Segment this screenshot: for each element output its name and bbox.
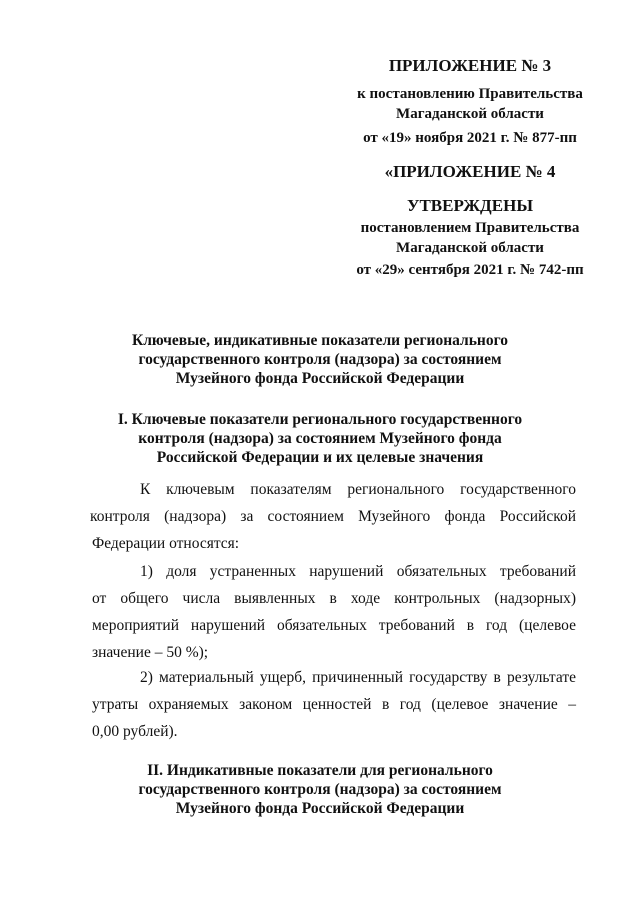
decree-reference-line-1: к постановлению Правительства [357, 86, 583, 102]
paragraph-indicator-1-line-3: мероприятий нарушений обязательных требований в год (целевое [92, 617, 576, 634]
paragraph-indicator-1-line-4: значение – 50 %); [92, 644, 209, 661]
appendix-4-heading: «ПРИЛОЖЕНИЕ № 4 [384, 162, 556, 181]
paragraph-indicator-2-line-1: 2) материальный ущерб, причиненный государству в результате [140, 669, 576, 686]
decree-date-2: от «29» сентября 2021 г. № 742-пп [356, 262, 584, 278]
document-title [70, 331, 570, 388]
section-1-heading-line-2: контроля (надзора) за состоянием Музейного фонда [138, 430, 502, 447]
decree-reference-line-2: Магаданской области [396, 106, 544, 122]
paragraph-intro-line-3: Федерации относятся: [92, 535, 240, 552]
section-2-heading-line-3: Музейного фонда Российской Федерации [175, 800, 465, 817]
paragraph-intro-line-2: контроля (надзора) за состоянием Музейного фонда Российской [90, 508, 576, 525]
paragraph-intro [92, 476, 576, 557]
decree-reference [320, 84, 620, 124]
section-2-heading-line-2: государственного контроля (надзора) за состоянием [138, 781, 502, 798]
paragraph-indicator-2 [92, 664, 576, 745]
approving-decree [320, 218, 620, 258]
document-title-line-1: Ключевые, индикативные показатели регионального [131, 332, 508, 349]
paragraph-indicator-2-line-3: 0,00 рублей). [92, 723, 178, 740]
section-2-heading [70, 761, 570, 818]
document-title-line-2: государственного контроля (надзора) за состоянием [138, 351, 502, 368]
decree-date-1: от «19» ноября 2021 г. № 877-пп [363, 130, 577, 146]
document-title-line-3: Музейного фонда Российской Федерации [175, 370, 465, 387]
section-1-heading-line-1: I. Ключевые показатели регионального государственного [117, 411, 523, 428]
approved-heading: УТВЕРЖДЕНЫ [406, 196, 534, 215]
appendix-3-heading: ПРИЛОЖЕНИЕ № 3 [388, 56, 552, 75]
section-1-heading-line-3: Российской Федерации и их целевые значения [156, 449, 484, 466]
paragraph-intro-line-1: К ключевым показателям регионального государственного [140, 481, 576, 498]
paragraph-indicator-1 [92, 558, 576, 666]
section-1-heading [70, 410, 570, 467]
paragraph-indicator-1-line-1: 1) доля устраненных нарушений обязательных требований [140, 563, 576, 580]
paragraph-indicator-1-line-2: от общего числа выявленных в ходе контрольных (надзорных) [92, 590, 576, 607]
paragraph-indicator-2-line-2: утраты охраняемых законом ценностей в год (целевое значение – [92, 696, 576, 713]
approving-decree-line-1: постановлением Правительства [360, 220, 580, 236]
approving-decree-line-2: Магаданской области [396, 240, 544, 256]
section-2-heading-line-1: II. Индикативные показатели для регионального [147, 762, 493, 779]
